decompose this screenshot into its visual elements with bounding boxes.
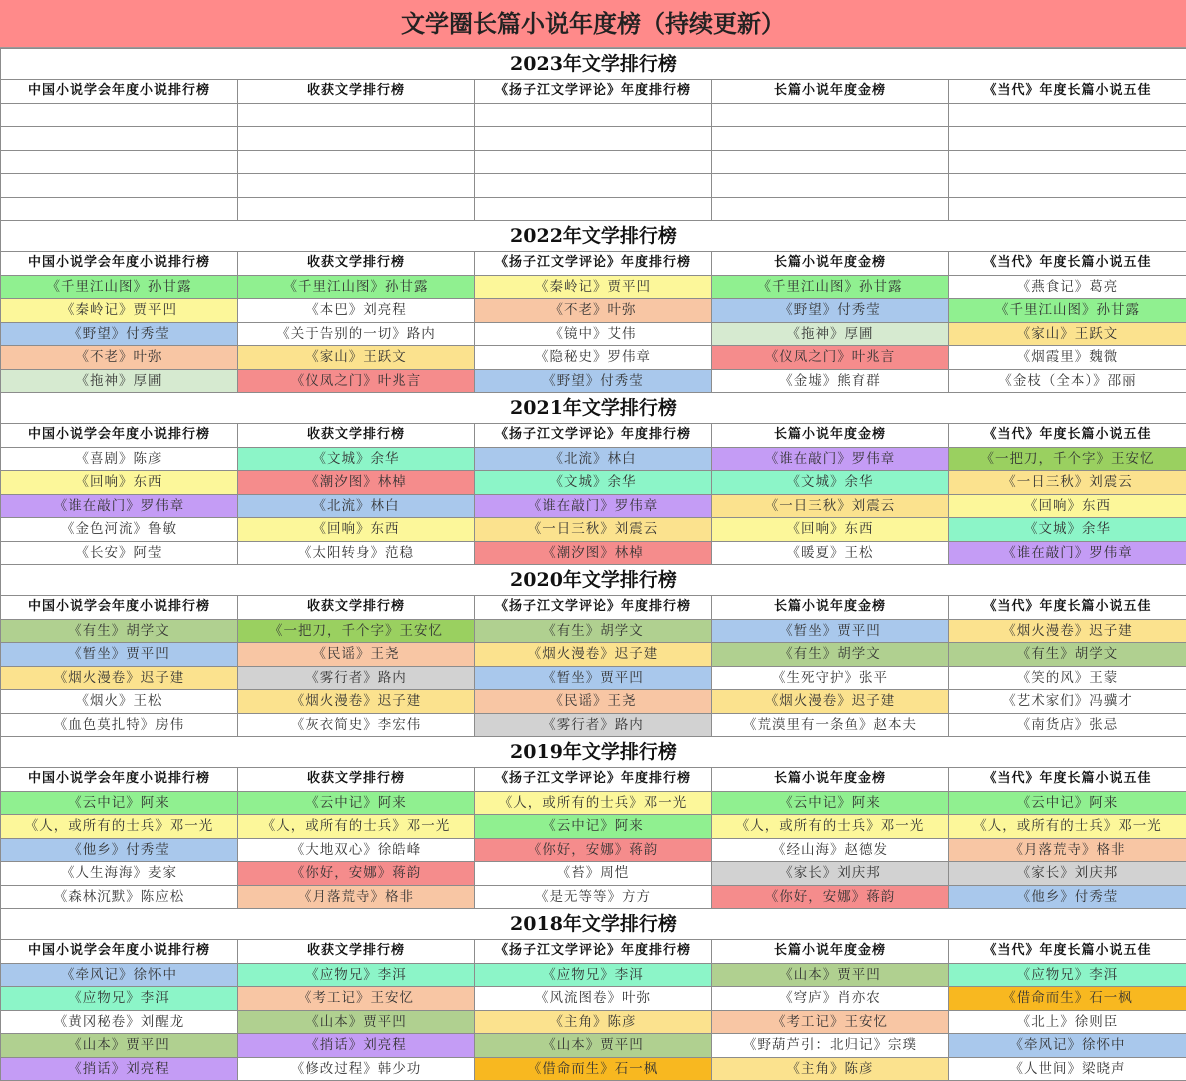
column-header-row xyxy=(1,252,1186,276)
column-header: 中国小说学会年度小说排行榜 xyxy=(1,596,238,620)
table-cell[interactable] xyxy=(1,197,238,221)
page-title: 文学圈长篇小说年度榜（持续更新） xyxy=(0,0,1186,48)
table-cell[interactable]: 《潮汐图》林棹 xyxy=(238,471,475,495)
table-cell[interactable]: 《有生》胡学文 xyxy=(712,643,949,667)
table-cell[interactable]: 《血色莫扎特》房伟 xyxy=(1,713,238,737)
table-cell[interactable]: 《考工记》王安忆 xyxy=(712,1010,949,1034)
table-cell[interactable]: 《谁在敲门》罗伟章 xyxy=(949,541,1186,565)
column-header: 收获文学排行榜 xyxy=(238,768,475,792)
table-cell[interactable]: 《文城》余华 xyxy=(712,471,949,495)
table-row xyxy=(1,541,1186,565)
table-cell[interactable]: 《人，或所有的士兵》邓一光 xyxy=(238,815,475,839)
table-cell[interactable]: 《文城》余华 xyxy=(238,447,475,471)
table-cell[interactable]: 《烟火》王松 xyxy=(1,690,238,714)
table-cell[interactable]: 《暂坐》贾平凹 xyxy=(712,619,949,643)
column-header: 收获文学排行榜 xyxy=(238,596,475,620)
column-header: 收获文学排行榜 xyxy=(238,252,475,276)
table-cell[interactable]: 《野望》付秀莹 xyxy=(1,322,238,346)
table-cell[interactable]: 《主角》陈彦 xyxy=(712,1057,949,1081)
table-cell[interactable]: 《回响》东西 xyxy=(949,494,1186,518)
table-row xyxy=(1,713,1186,737)
column-header: 长篇小说年度金榜 xyxy=(712,940,949,964)
table-cell[interactable]: 《长安》阿莹 xyxy=(1,541,238,565)
table-cell[interactable]: 《回响》东西 xyxy=(1,471,238,495)
table-cell[interactable]: 《风流图卷》叶弥 xyxy=(475,987,712,1011)
table-row xyxy=(1,518,1186,542)
table-row xyxy=(1,791,1186,815)
table-cell[interactable]: 《民谣》王尧 xyxy=(238,643,475,667)
table-cell[interactable] xyxy=(475,103,712,127)
table-cell[interactable]: 《人，或所有的士兵》邓一光 xyxy=(949,815,1186,839)
table-cell[interactable]: 《不老》叶弥 xyxy=(475,299,712,323)
table-cell[interactable]: 《不老》叶弥 xyxy=(1,346,238,370)
year-header-row xyxy=(1,221,1186,252)
table-cell[interactable]: 《雾行者》路内 xyxy=(238,666,475,690)
column-header: 《扬子江文学评论》年度排行榜 xyxy=(475,940,712,964)
table-cell[interactable]: 《你好，安娜》蒋韵 xyxy=(712,885,949,909)
table-cell[interactable] xyxy=(712,150,949,174)
column-header: 中国小说学会年度小说排行榜 xyxy=(1,768,238,792)
table-cell[interactable] xyxy=(475,197,712,221)
table-row xyxy=(1,1010,1186,1034)
table-row xyxy=(1,815,1186,839)
table-cell[interactable]: 《潮汐图》林棹 xyxy=(475,541,712,565)
table-cell[interactable]: 《暂坐》贾平凹 xyxy=(1,643,238,667)
table-row xyxy=(1,987,1186,1011)
column-header: 《当代》年度长篇小说五佳 xyxy=(949,940,1186,964)
table-cell[interactable]: 《云中记》阿来 xyxy=(475,815,712,839)
table-cell[interactable]: 《应物兄》李洱 xyxy=(238,963,475,987)
column-header: 《扬子江文学评论》年度排行榜 xyxy=(475,80,712,104)
table-cell[interactable]: 《家山》王跃文 xyxy=(949,322,1186,346)
table-cell[interactable]: 《金色河流》鲁敏 xyxy=(1,518,238,542)
table-cell[interactable]: 《北流》林白 xyxy=(238,494,475,518)
table-cell[interactable]: 《千里江山图》孙甘露 xyxy=(1,275,238,299)
table-cell[interactable]: 《修改过程》韩少功 xyxy=(238,1057,475,1081)
table-cell[interactable]: 《黄冈秘卷》刘醒龙 xyxy=(1,1010,238,1034)
table-cell[interactable] xyxy=(712,174,949,198)
table-cell[interactable] xyxy=(1,103,238,127)
table-cell[interactable]: 《人，或所有的士兵》邓一光 xyxy=(712,815,949,839)
table-cell[interactable]: 《喜剧》陈彦 xyxy=(1,447,238,471)
table-cell[interactable] xyxy=(238,103,475,127)
table-cell[interactable]: 《烟火漫卷》迟子建 xyxy=(238,690,475,714)
table-cell[interactable]: 《拖神》厚圃 xyxy=(1,369,238,393)
table-cell[interactable]: 《千里江山图》孙甘露 xyxy=(712,275,949,299)
table-cell[interactable]: 《人，或所有的士兵》邓一光 xyxy=(475,791,712,815)
column-header: 收获文学排行榜 xyxy=(238,80,475,104)
year-header-row xyxy=(1,737,1186,768)
table-cell[interactable]: 《野望》付秀莹 xyxy=(475,369,712,393)
table-cell[interactable]: 《一日三秋》刘震云 xyxy=(712,494,949,518)
table-row xyxy=(1,197,1186,221)
table-cell[interactable]: 《一日三秋》刘震云 xyxy=(949,471,1186,495)
ranking-table xyxy=(0,48,1186,1081)
table-cell[interactable]: 《仪凤之门》叶兆言 xyxy=(238,369,475,393)
table-cell[interactable]: 《山本》贾平凹 xyxy=(712,963,949,987)
table-cell[interactable]: 《应物兄》李洱 xyxy=(949,963,1186,987)
column-header: 《当代》年度长篇小说五佳 xyxy=(949,252,1186,276)
column-header: 《当代》年度长篇小说五佳 xyxy=(949,424,1186,448)
table-cell[interactable]: 《家山》王跃文 xyxy=(238,346,475,370)
table-cell[interactable]: 《本巴》刘亮程 xyxy=(238,299,475,323)
column-header: 《扬子江文学评论》年度排行榜 xyxy=(475,596,712,620)
table-row xyxy=(1,322,1186,346)
column-header: 中国小说学会年度小说排行榜 xyxy=(1,940,238,964)
table-cell[interactable]: 《大地双心》徐皓峰 xyxy=(238,838,475,862)
table-cell[interactable] xyxy=(475,127,712,151)
table-cell[interactable]: 《野葫芦引：北归记》宗璞 xyxy=(712,1034,949,1058)
table-cell[interactable]: 《一把刀，千个字》王安忆 xyxy=(949,447,1186,471)
column-header: 中国小说学会年度小说排行榜 xyxy=(1,252,238,276)
table-row xyxy=(1,1034,1186,1058)
table-cell[interactable] xyxy=(712,103,949,127)
table-cell[interactable]: 《回响》东西 xyxy=(712,518,949,542)
table-cell[interactable]: 《南货店》张忌 xyxy=(949,713,1186,737)
table-cell[interactable] xyxy=(238,174,475,198)
table-cell[interactable]: 《生死守护》张平 xyxy=(712,666,949,690)
table-cell[interactable]: 《拖神》厚圃 xyxy=(712,322,949,346)
table-cell[interactable]: 《一日三秋》刘震云 xyxy=(475,518,712,542)
table-cell[interactable]: 《有生》胡学文 xyxy=(475,619,712,643)
table-cell[interactable]: 《应物兄》李洱 xyxy=(475,963,712,987)
table-cell[interactable] xyxy=(949,127,1186,151)
table-cell[interactable]: 《一把刀，千个字》王安忆 xyxy=(238,619,475,643)
table-cell[interactable]: 《经山海》赵德发 xyxy=(712,838,949,862)
year-header-row xyxy=(1,909,1186,940)
table-cell[interactable]: 《月落荒寺》格非 xyxy=(949,838,1186,862)
table-cell[interactable]: 《森林沉默》陈应松 xyxy=(1,885,238,909)
table-row xyxy=(1,619,1186,643)
column-header-row xyxy=(1,80,1186,104)
table-cell[interactable] xyxy=(949,150,1186,174)
table-cell[interactable] xyxy=(475,174,712,198)
table-cell[interactable]: 《野望》付秀莹 xyxy=(712,299,949,323)
year-title: 2019年文学排行榜 xyxy=(1,737,1186,768)
year-title: 2020年文学排行榜 xyxy=(1,565,1186,596)
column-header: 长篇小说年度金榜 xyxy=(712,596,949,620)
table-cell[interactable]: 《家长》刘庆邦 xyxy=(949,862,1186,886)
table-cell[interactable]: 《烟火漫卷》迟子建 xyxy=(475,643,712,667)
table-cell[interactable]: 《镜中》艾伟 xyxy=(475,322,712,346)
table-cell[interactable]: 《文城》余华 xyxy=(475,471,712,495)
table-cell[interactable] xyxy=(712,197,949,221)
table-cell[interactable]: 《隐秘史》罗伟章 xyxy=(475,346,712,370)
table-cell[interactable]: 《云中记》阿来 xyxy=(949,791,1186,815)
table-cell[interactable]: 《借命而生》石一枫 xyxy=(475,1057,712,1081)
column-header: 收获文学排行榜 xyxy=(238,940,475,964)
table-cell[interactable] xyxy=(238,127,475,151)
table-cell[interactable]: 《北上》徐则臣 xyxy=(949,1010,1186,1034)
table-cell[interactable] xyxy=(1,150,238,174)
column-header-row xyxy=(1,596,1186,620)
year-header-row xyxy=(1,565,1186,596)
table-cell[interactable]: 《有生》胡学文 xyxy=(1,619,238,643)
table-cell[interactable]: 《捎话》刘亮程 xyxy=(238,1034,475,1058)
table-cell[interactable] xyxy=(238,197,475,221)
table-cell[interactable]: 《艺术家们》冯骥才 xyxy=(949,690,1186,714)
table-cell[interactable]: 《荒漠里有一条鱼》赵本夫 xyxy=(712,713,949,737)
year-title: 2023年文学排行榜 xyxy=(1,49,1186,80)
table-cell[interactable]: 《借命而生》石一枫 xyxy=(949,987,1186,1011)
table-cell[interactable]: 《太阳转身》范稳 xyxy=(238,541,475,565)
table-cell[interactable] xyxy=(1,127,238,151)
table-row xyxy=(1,275,1186,299)
table-cell[interactable]: 《山本》贾平凹 xyxy=(1,1034,238,1058)
table-cell[interactable]: 《牵风记》徐怀中 xyxy=(1,963,238,987)
table-cell[interactable]: 《山本》贾平凹 xyxy=(475,1034,712,1058)
table-cell[interactable]: 《金枝（全本）》邵丽 xyxy=(949,369,1186,393)
table-cell[interactable]: 《捎话》刘亮程 xyxy=(1,1057,238,1081)
table-row xyxy=(1,174,1186,198)
table-row xyxy=(1,369,1186,393)
table-cell[interactable]: 《主角》陈彦 xyxy=(475,1010,712,1034)
column-header: 《扬子江文学评论》年度排行榜 xyxy=(475,768,712,792)
table-cell[interactable] xyxy=(949,174,1186,198)
column-header-row xyxy=(1,768,1186,792)
table-cell[interactable]: 《谁在敲门》罗伟章 xyxy=(1,494,238,518)
column-header: 长篇小说年度金榜 xyxy=(712,424,949,448)
column-header: 《扬子江文学评论》年度排行榜 xyxy=(475,252,712,276)
table-row xyxy=(1,666,1186,690)
table-cell[interactable]: 《云中记》阿来 xyxy=(712,791,949,815)
table-cell[interactable]: 《烟霞里》魏微 xyxy=(949,346,1186,370)
table-cell[interactable]: 《关于告别的一切》路内 xyxy=(238,322,475,346)
table-cell[interactable]: 《云中记》阿来 xyxy=(1,791,238,815)
table-cell[interactable]: 《灰衣简史》李宏伟 xyxy=(238,713,475,737)
table-cell[interactable] xyxy=(1,174,238,198)
column-header: 长篇小说年度金榜 xyxy=(712,252,949,276)
table-row xyxy=(1,150,1186,174)
table-cell[interactable]: 《谁在敲门》罗伟章 xyxy=(475,494,712,518)
year-title: 2018年文学排行榜 xyxy=(1,909,1186,940)
column-header: 中国小说学会年度小说排行榜 xyxy=(1,424,238,448)
table-cell[interactable]: 《谁在敲门》罗伟章 xyxy=(712,447,949,471)
table-cell[interactable]: 《金墟》熊育群 xyxy=(712,369,949,393)
year-header-row xyxy=(1,49,1186,80)
table-row xyxy=(1,963,1186,987)
table-cell[interactable]: 《你好，安娜》蒋韵 xyxy=(475,838,712,862)
table-cell[interactable]: 《苔》周恺 xyxy=(475,862,712,886)
table-cell[interactable]: 《秦岭记》贾平凹 xyxy=(475,275,712,299)
table-cell[interactable]: 《他乡》付秀莹 xyxy=(1,838,238,862)
table-cell[interactable]: 《仪凤之门》叶兆言 xyxy=(712,346,949,370)
table-cell[interactable]: 《烟火漫卷》迟子建 xyxy=(712,690,949,714)
year-title: 2021年文学排行榜 xyxy=(1,393,1186,424)
column-header: 《当代》年度长篇小说五佳 xyxy=(949,768,1186,792)
table-cell[interactable]: 《民谣》王尧 xyxy=(475,690,712,714)
table-cell[interactable]: 《千里江山图》孙甘露 xyxy=(238,275,475,299)
table-row xyxy=(1,103,1186,127)
table-row xyxy=(1,346,1186,370)
table-cell[interactable]: 《北流》林白 xyxy=(475,447,712,471)
table-row xyxy=(1,1057,1186,1081)
table-cell[interactable]: 《笑的风》王蒙 xyxy=(949,666,1186,690)
table-cell[interactable]: 《雾行者》路内 xyxy=(475,713,712,737)
table-cell[interactable]: 《人，或所有的士兵》邓一光 xyxy=(1,815,238,839)
column-header: 《扬子江文学评论》年度排行榜 xyxy=(475,424,712,448)
table-row xyxy=(1,885,1186,909)
table-row xyxy=(1,299,1186,323)
table-cell[interactable]: 《文城》余华 xyxy=(949,518,1186,542)
column-header-row xyxy=(1,424,1186,448)
column-header: 收获文学排行榜 xyxy=(238,424,475,448)
table-cell[interactable] xyxy=(475,150,712,174)
column-header-row xyxy=(1,940,1186,964)
table-cell[interactable]: 《千里江山图》孙甘露 xyxy=(949,299,1186,323)
year-title: 2022年文学排行榜 xyxy=(1,221,1186,252)
table-cell[interactable]: 《考工记》王安忆 xyxy=(238,987,475,1011)
table-cell[interactable]: 《牵风记》徐怀中 xyxy=(949,1034,1186,1058)
column-header: 长篇小说年度金榜 xyxy=(712,768,949,792)
table-row xyxy=(1,838,1186,862)
table-cell[interactable]: 《月落荒寺》格非 xyxy=(238,885,475,909)
table-cell[interactable]: 《云中记》阿来 xyxy=(238,791,475,815)
table-cell[interactable]: 《有生》胡学文 xyxy=(949,643,1186,667)
table-cell[interactable]: 《烟火漫卷》迟子建 xyxy=(949,619,1186,643)
table-cell[interactable]: 《山本》贾平凹 xyxy=(238,1010,475,1034)
table-cell[interactable] xyxy=(712,127,949,151)
table-cell[interactable]: 《是无等等》方方 xyxy=(475,885,712,909)
table-cell[interactable]: 《人生海海》麦家 xyxy=(1,862,238,886)
table-cell[interactable]: 《你好，安娜》蒋韵 xyxy=(238,862,475,886)
table-cell[interactable]: 《暂坐》贾平凹 xyxy=(475,666,712,690)
table-cell[interactable] xyxy=(238,150,475,174)
table-row xyxy=(1,862,1186,886)
column-header: 《当代》年度长篇小说五佳 xyxy=(949,80,1186,104)
table-cell[interactable]: 《燕食记》葛亮 xyxy=(949,275,1186,299)
table-row xyxy=(1,471,1186,495)
table-cell[interactable] xyxy=(949,103,1186,127)
column-header: 长篇小说年度金榜 xyxy=(712,80,949,104)
table-row xyxy=(1,643,1186,667)
table-cell[interactable]: 《穹庐》肖亦农 xyxy=(712,987,949,1011)
table-cell[interactable]: 《秦岭记》贾平凹 xyxy=(1,299,238,323)
table-cell[interactable]: 《回响》东西 xyxy=(238,518,475,542)
year-header-row xyxy=(1,393,1186,424)
table-cell[interactable]: 《他乡》付秀莹 xyxy=(949,885,1186,909)
table-row xyxy=(1,494,1186,518)
table-row xyxy=(1,447,1186,471)
table-cell[interactable]: 《烟火漫卷》迟子建 xyxy=(1,666,238,690)
table-cell[interactable]: 《应物兄》李洱 xyxy=(1,987,238,1011)
table-cell[interactable]: 《暖夏》王松 xyxy=(712,541,949,565)
table-row xyxy=(1,690,1186,714)
table-cell[interactable]: 《家长》刘庆邦 xyxy=(712,862,949,886)
column-header: 中国小说学会年度小说排行榜 xyxy=(1,80,238,104)
table-row xyxy=(1,127,1186,151)
column-header: 《当代》年度长篇小说五佳 xyxy=(949,596,1186,620)
table-cell[interactable] xyxy=(949,197,1186,221)
table-cell[interactable]: 《人世间》梁晓声 xyxy=(949,1057,1186,1081)
